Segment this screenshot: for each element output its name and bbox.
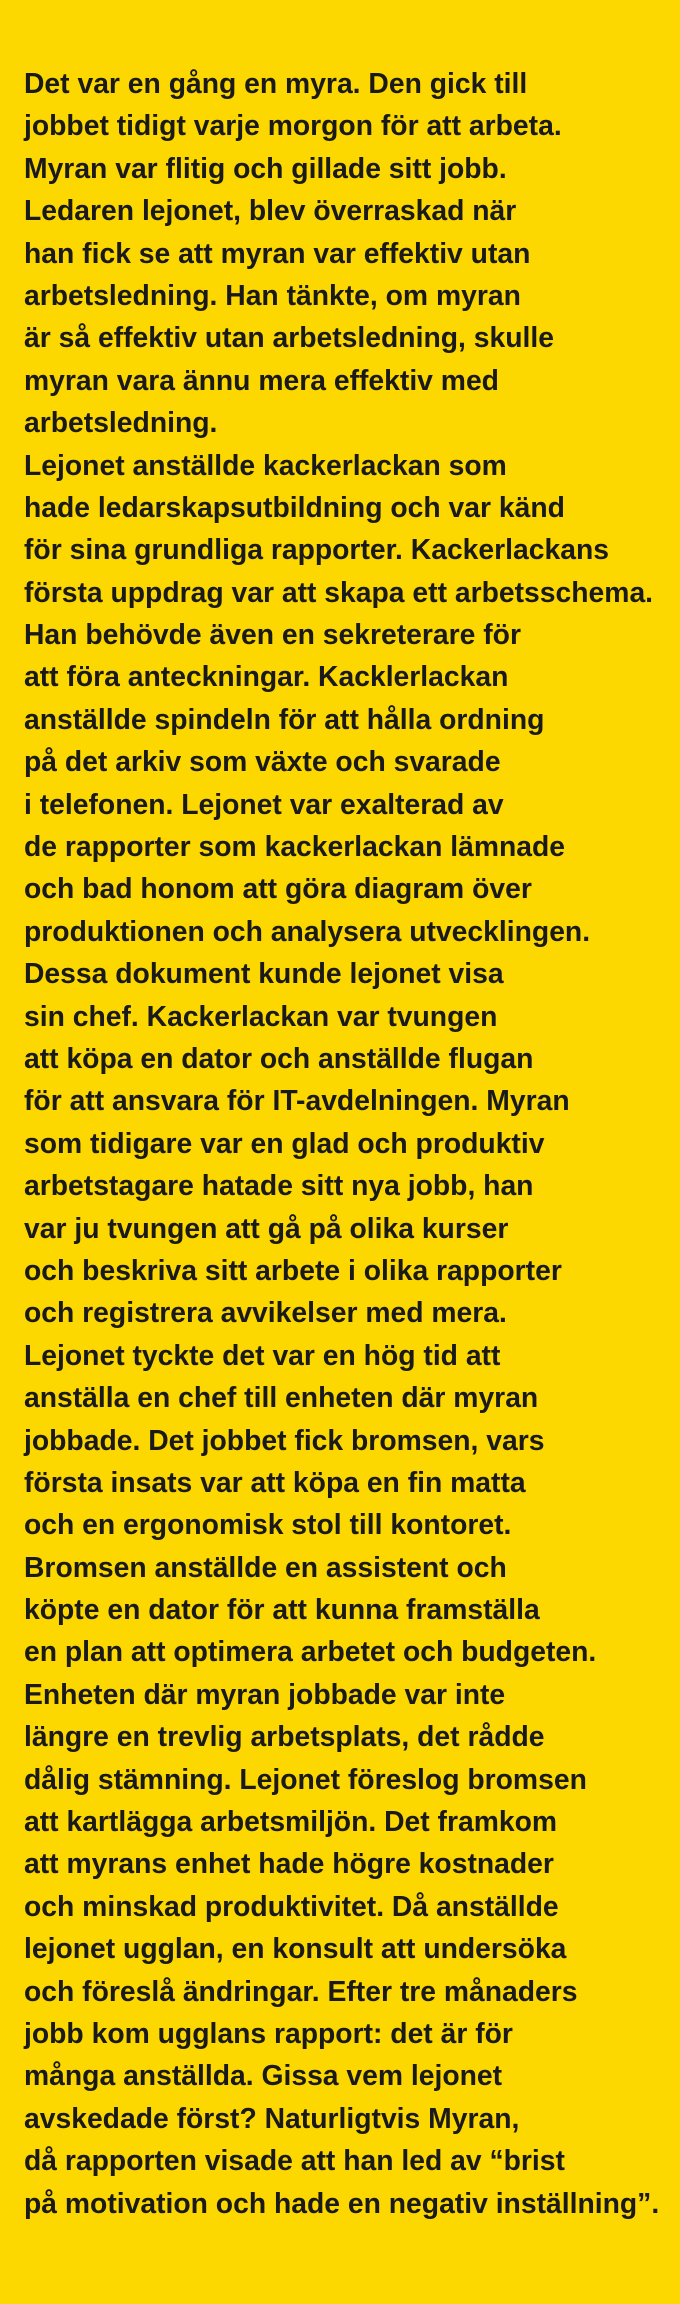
story-line: Myran var flitig och gillade sitt jobb. <box>24 151 507 184</box>
story-line: köpte en dator för att kunna framställa <box>24 1593 540 1626</box>
story-line: på motivation och hade en negativ inställning”. <box>24 2186 660 2219</box>
story-line: längre en trevlig arbetsplats, det rådde <box>24 1720 545 1753</box>
story-line: anställa en chef till enheten där myran <box>24 1381 539 1414</box>
story-line: produktionen och analysera utvecklingen. <box>24 914 591 947</box>
story-line: som tidigare var en glad och produktiv <box>24 1126 545 1159</box>
story-line: och beskriva sitt arbete i olika rapporter <box>24 1253 562 1286</box>
story-text <box>24 62 674 2224</box>
story-line: Lejonet tyckte det var en hög tid att <box>24 1338 501 1371</box>
story-line: en plan att optimera arbetet och budgeten. <box>24 1635 597 1668</box>
story-line: då rapporten visade att han led av “brist <box>24 2144 565 2177</box>
story-line: och bad honom att göra diagram över <box>24 872 532 905</box>
story-line: jobbet tidigt varje morgon för att arbeta. <box>24 109 562 142</box>
story-line: jobb kom ugglans rapport: det är för <box>24 2016 513 2049</box>
story-line: arbetsledning. Han tänkte, om myran <box>24 278 521 311</box>
story-line: i telefonen. Lejonet var exalterad av <box>24 787 504 820</box>
story-line: de rapporter som kackerlackan lämnade <box>24 830 566 863</box>
story-line: att köpa en dator och anställde flugan <box>24 1041 534 1074</box>
story-line: lejonet ugglan, en konsult att undersöka <box>24 1932 567 1965</box>
story-line: och registrera avvikelser med mera. <box>24 1296 507 1329</box>
story-line: Dessa dokument kunde lejonet visa <box>24 957 504 990</box>
story-line: anställde spindeln för att hålla ordning <box>24 702 545 735</box>
story-line: Ledaren lejonet, blev överraskad när <box>24 194 517 227</box>
story-line: jobbade. Det jobbet fick bromsen, vars <box>24 1423 545 1456</box>
story-line: dålig stämning. Lejonet föreslog bromsen <box>24 1762 587 1795</box>
story-line: på det arkiv som växte och svarade <box>24 745 501 778</box>
story-line: att myrans enhet hade högre kostnader <box>24 1847 554 1880</box>
story-line: att kartlägga arbetsmiljön. Det framkom <box>24 1805 558 1838</box>
story-line: Han behövde även en sekreterare för <box>24 618 521 651</box>
story-line: hade ledarskapsutbildning och var känd <box>24 490 565 523</box>
story-line: var ju tvungen att gå på olika kurser <box>24 1211 509 1244</box>
story-line: och föreslå ändringar. Efter tre månaders <box>24 1974 578 2007</box>
story-line: Det var en gång en myra. Den gick till <box>24 67 528 99</box>
story-line: för sina grundliga rapporter. Kackerlackans <box>24 533 610 566</box>
story-line: sin chef. Kackerlackan var tvungen <box>24 999 498 1032</box>
story-line: och en ergonomisk stol till kontoret. <box>24 1508 512 1541</box>
story-line: första uppdrag var att skapa ett arbetsschema. <box>24 575 654 608</box>
story-line: arbetsledning. <box>24 406 218 439</box>
story-line: avskedade först? Naturligtvis Myran, <box>24 2101 520 2134</box>
story-line: första insats var att köpa en fin matta <box>24 1465 526 1498</box>
story-line: Lejonet anställde kackerlackan som <box>24 448 507 481</box>
story-line: arbetstagare hatade sitt nya jobb, han <box>24 1169 534 1202</box>
story-line: att föra anteckningar. Kacklerlackan <box>24 660 509 693</box>
story-line: han fick se att myran var effektiv utan <box>24 236 531 269</box>
story-line: för att ansvara för IT-avdelningen. Myran <box>24 1084 570 1117</box>
story-line: Bromsen anställde en assistent och <box>24 1550 507 1583</box>
story-line: är så effektiv utan arbetsledning, skulle <box>24 321 554 354</box>
story-line: många anställda. Gissa vem lejonet <box>24 2059 503 2092</box>
story-line: myran vara ännu mera effektiv med <box>24 363 499 396</box>
story-line: Enheten där myran jobbade var inte <box>24 1677 506 1710</box>
story-line: och minskad produktivitet. Då anställde <box>24 1889 559 1922</box>
